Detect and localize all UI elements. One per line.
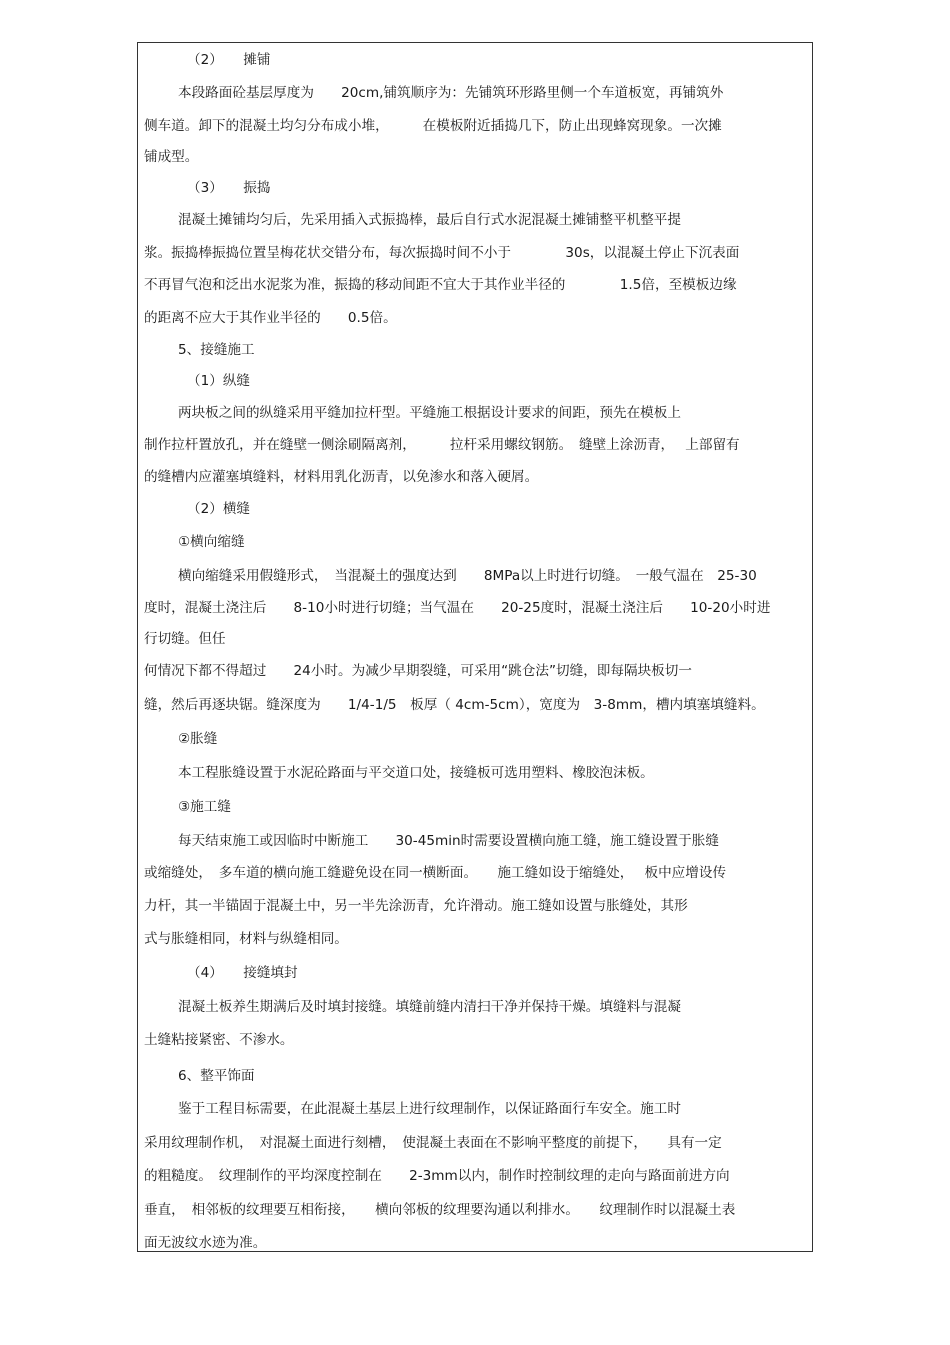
text-line: 的缝槽内应灌塞填缝料，材料用乳化沥青，以免渗水和落入硬屑。 [144,469,539,485]
text-line: 缝，然后再逐块锯。缝深度为 1/4-1/5 板厚（ 4cm-5cm），宽度为 3-8mm，槽内填塞填缝料。 [144,697,765,713]
text-line: 两块板之间的纵缝采用平缝加拉杆型。平缝施工根据设计要求的间距，预先在模板上 [178,405,681,421]
text-line: 何情况下都不得超过 24小时。为减少早期裂缝，可采用“跳仓法”切缝，即每隔块板切一 [144,663,692,679]
text-line: 或缩缝处， 多车道的横向施工缝避免设在同一横断面。 施工缝如设于缩缝处， 板中应增设传 [144,865,727,881]
text-line: 的粗糙度。 纹理制作的平均深度控制在 2-3mm以内，制作时控制纹理的走向与路面前进方向 [144,1168,730,1184]
text-line: 鉴于工程目标需要，在此混凝土基层上进行纹理制作，以保证路面行车安全。施工时 [178,1101,681,1117]
text-line: 混凝土摊铺均匀后，先采用插入式振捣棒，最后自行式水泥混凝土摊铺整平机整平提 [178,212,681,228]
text-line: 面无波纹水迹为准。 [144,1235,267,1251]
text-line: ①横向缩缝 [178,534,245,550]
text-line: ③施工缝 [178,799,231,815]
text-line: 铺成型。 [144,149,199,165]
text-line: （1）纵缝 [187,373,251,389]
text-line: 每天结束施工或因临时中断施工 30-45min时需要设置横向施工缝，施工缝设置于胀缝 [178,833,719,849]
text-line: ②胀缝 [178,731,218,747]
text-line: 的距离不应大于其作业半径的 0.5倍。 [144,310,397,326]
text-line: 度时，混凝土浇注后 8-10小时进行切缝；当气温在 20-25度时，混凝土浇注后 10-20小时进 [144,600,771,616]
text-line: 土缝粘接紧密、不渗水。 [144,1032,294,1048]
text-line: 垂直， 相邻板的纹理要互相衔接， 横向邻板的纹理要沟通以利排水。 纹理制作时以混凝土表 [144,1202,736,1218]
text-line: （4） 接缝填封 [187,965,298,981]
text-line: （2） 摊铺 [187,52,271,68]
text-line: 5、接缝施工 [178,342,255,358]
text-line: （3） 振捣 [187,180,271,196]
text-line: 浆。振捣棒振捣位置呈梅花状交错分布，每次振捣时间不小于 30s，以混凝土停止下沉表面 [144,245,740,261]
text-line: 式与胀缝相同，材料与纵缝相同。 [144,931,348,947]
text-line: 力杆，其一半锚固于混凝土中，另一半先涂沥青，允许滑动。施工缝如设置与胀缝处，其形 [144,898,688,914]
text-line: 横向缩缝采用假缝形式， 当混凝土的强度达到 8MPa以上时进行切缝。 一般气温在 25-30 [178,568,757,584]
text-line: 侧车道。卸下的混凝土均匀分布成小堆， 在模板附近插捣几下，防止出现蜂窝现象。一次摊 [144,118,722,134]
text-line: 行切缝。但任 [144,631,226,647]
text-line: 本工程胀缝设置于水泥砼路面与平交道口处，接缝板可选用塑料、橡胶泡沫板。 [178,765,654,781]
text-line: 本段路面砼基层厚度为 20cm,铺筑顺序为：先铺筑环形路里侧一个车道板宽，再铺筑外 [178,85,724,101]
text-line: 制作拉杆置放孔，并在缝壁一侧涂刷隔离剂， 拉杆采用螺纹钢筋。 缝壁上涂沥青， 上部留有 [144,437,740,453]
text-line: 不再冒气泡和泛出水泥浆为准，振捣的移动间距不宜大于其作业半径的 1.5倍，至模板边缘 [144,277,737,293]
text-line: （2）横缝 [187,501,251,517]
text-line: 混凝土板养生期满后及时填封接缝。填缝前缝内清扫干净并保持干燥。填缝料与混凝 [178,999,681,1015]
text-line: 6、整平饰面 [178,1068,255,1084]
text-line: 采用纹理制作机， 对混凝土面进行刻槽， 使混凝土表面在不影响平整度的前提下， 具有一定 [144,1135,722,1151]
